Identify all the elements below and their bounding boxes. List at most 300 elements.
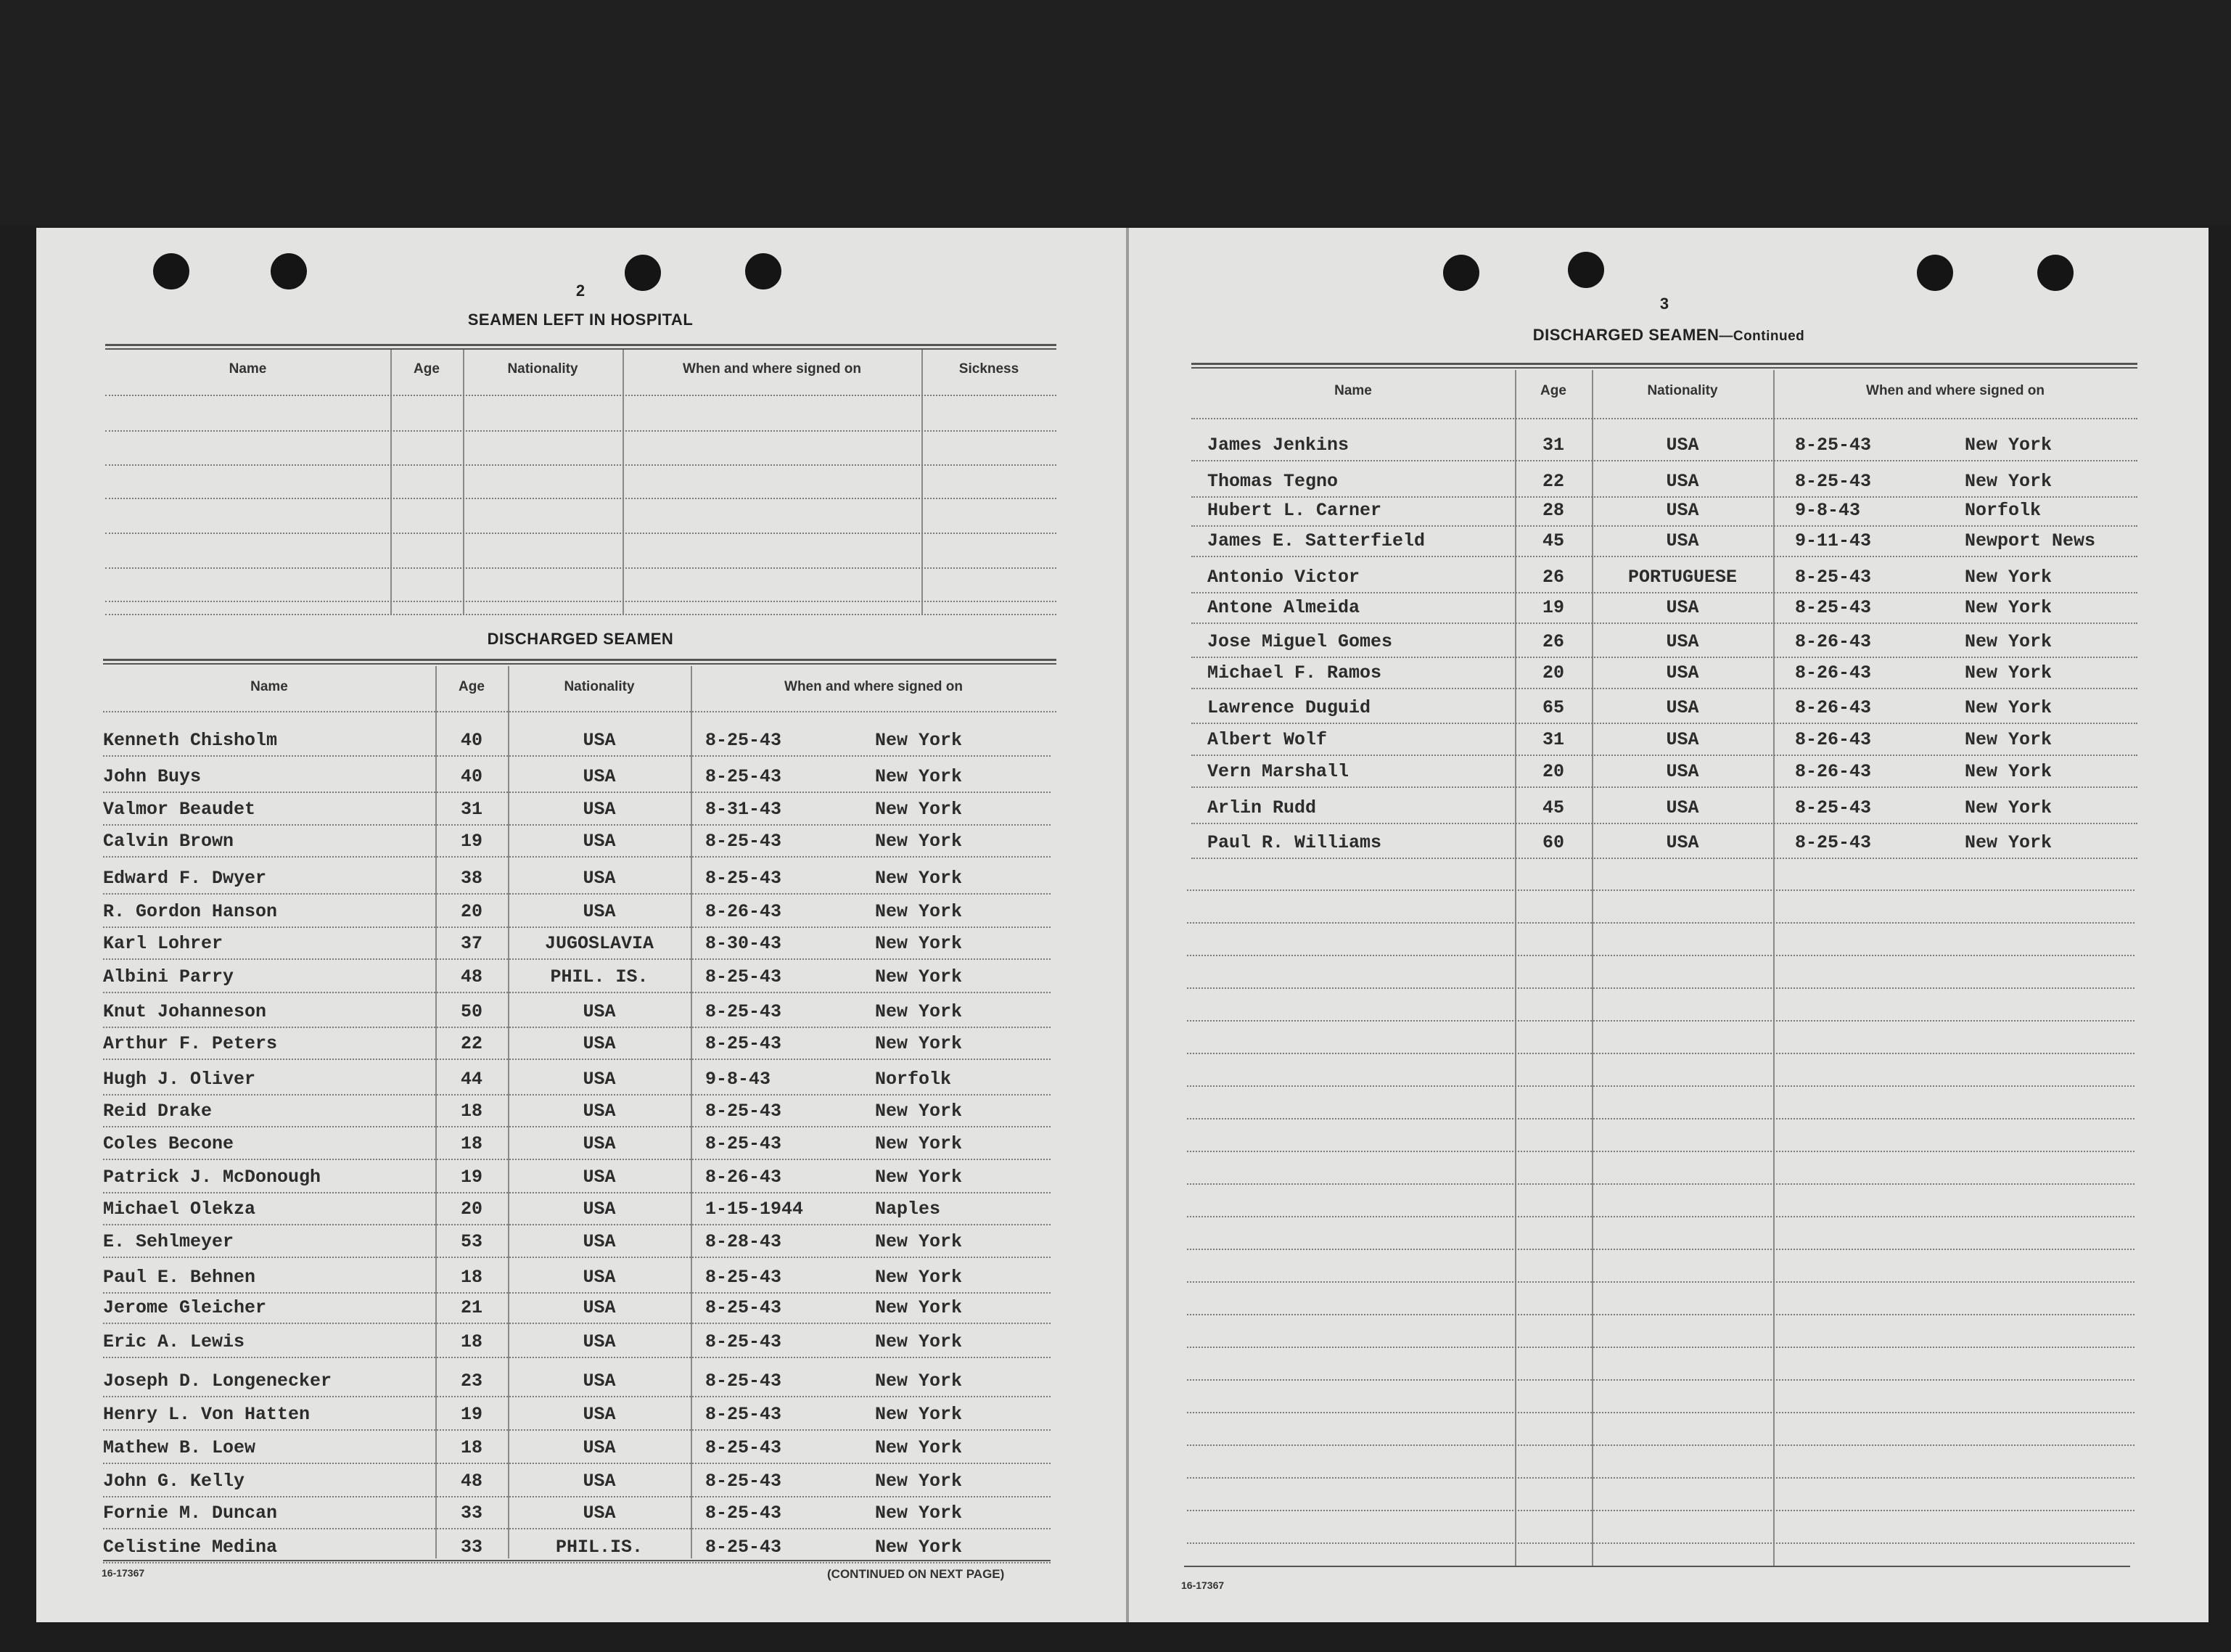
seaman-age: 19 xyxy=(460,1404,482,1425)
seaman-nationality: USA xyxy=(583,1231,616,1252)
scanner-background xyxy=(0,0,2231,225)
row-line xyxy=(103,1357,1051,1358)
column-divider xyxy=(921,350,923,615)
row-line xyxy=(103,856,1051,858)
signed-on-date: 8-26-43 xyxy=(1795,697,1872,718)
seaman-nationality: USA xyxy=(583,1167,616,1188)
seaman-nationality: USA xyxy=(583,1471,616,1492)
seaman-nationality: USA xyxy=(1666,729,1699,750)
seaman-name: Albini Parry xyxy=(103,966,234,987)
signed-on-date: 8-26-43 xyxy=(1795,662,1872,683)
seaman-age: 20 xyxy=(1542,761,1564,782)
signed-on-date: 8-25-43 xyxy=(705,730,782,751)
row-line xyxy=(1187,1085,2135,1087)
seaman-name: Knut Johanneson xyxy=(103,1001,267,1022)
row-line xyxy=(1187,1412,2135,1413)
signed-on-date: 8-25-43 xyxy=(705,1331,782,1352)
signed-on-place: New York xyxy=(1965,797,2053,818)
seaman-nationality: USA xyxy=(583,730,616,751)
row-line xyxy=(103,893,1051,895)
signed-on-date: 9-8-43 xyxy=(1795,500,1861,521)
signed-on-date: 8-26-43 xyxy=(705,1167,782,1188)
row-line xyxy=(103,824,1051,826)
row-line xyxy=(1187,1281,2135,1283)
row-line xyxy=(1187,1477,2135,1479)
column-header: When and where signed on xyxy=(784,679,963,694)
seaman-nationality: USA xyxy=(583,868,616,889)
signed-on-date: 8-31-43 xyxy=(705,799,782,820)
row-line xyxy=(103,1323,1051,1324)
signed-on-date: 8-25-43 xyxy=(1795,597,1872,618)
signed-on-date: 8-25-43 xyxy=(705,1001,782,1022)
signed-on-date: 8-25-43 xyxy=(705,766,782,787)
signed-on-place: New York xyxy=(875,1503,963,1524)
seaman-nationality: USA xyxy=(583,901,616,922)
signed-on-place: New York xyxy=(1965,761,2053,782)
signed-on-place: Newport News xyxy=(1965,530,2096,551)
seaman-age: 44 xyxy=(460,1069,482,1090)
seaman-age: 31 xyxy=(1542,435,1564,456)
seaman-age: 18 xyxy=(460,1267,482,1288)
seaman-age: 20 xyxy=(460,901,482,922)
signed-on-place: New York xyxy=(875,766,963,787)
signed-on-place: New York xyxy=(1965,729,2053,750)
row-line xyxy=(103,755,1051,757)
column-header: Name xyxy=(229,361,267,377)
signed-on-place: New York xyxy=(1965,471,2053,492)
seaman-age: 53 xyxy=(460,1231,482,1252)
column-header: Sickness xyxy=(958,361,1019,377)
row-line xyxy=(1191,723,2137,724)
seaman-age: 18 xyxy=(460,1133,482,1154)
seaman-age: 31 xyxy=(460,799,482,820)
signed-on-place: New York xyxy=(875,1437,963,1458)
seaman-age: 21 xyxy=(460,1297,482,1318)
page-number: 2 xyxy=(575,282,586,300)
signed-on-date: 8-25-43 xyxy=(705,1033,782,1054)
seaman-nationality: PORTUGUESE xyxy=(1627,567,1738,588)
signed-on-place: New York xyxy=(875,1471,963,1492)
column-divider xyxy=(463,350,464,615)
table-rule xyxy=(103,1560,1051,1561)
signed-on-place: New York xyxy=(875,1267,963,1288)
seaman-nationality: USA xyxy=(1666,435,1699,456)
row-line xyxy=(103,1429,1051,1431)
column-header: Nationality xyxy=(564,679,635,694)
row-line xyxy=(103,1257,1051,1258)
seaman-name: Jose Miguel Gomes xyxy=(1207,631,1393,652)
row-line xyxy=(1187,1151,2135,1152)
signed-on-place: New York xyxy=(875,831,963,852)
seaman-name: Michael F. Ramos xyxy=(1207,662,1382,683)
form-number: 16-17367 xyxy=(102,1567,145,1579)
signed-on-date: 8-30-43 xyxy=(705,933,782,954)
row-line xyxy=(1187,1379,2135,1381)
column-header: Name xyxy=(1334,383,1372,398)
signed-on-place: New York xyxy=(875,868,963,889)
signed-on-place: New York xyxy=(1965,435,2053,456)
seaman-age: 26 xyxy=(1542,631,1564,652)
seaman-age: 45 xyxy=(1542,530,1564,551)
row-line xyxy=(1187,955,2135,956)
column-header: Age xyxy=(1540,383,1566,398)
seaman-nationality: USA xyxy=(1666,797,1699,818)
seaman-age: 40 xyxy=(460,766,482,787)
seaman-nationality: USA xyxy=(583,1033,616,1054)
binder-hole xyxy=(1568,252,1604,288)
seaman-age: 18 xyxy=(460,1331,482,1352)
row-line xyxy=(103,1027,1051,1028)
table-rule xyxy=(103,663,1056,665)
column-divider xyxy=(390,350,392,615)
row-line xyxy=(103,1159,1051,1160)
column-header: When and where signed on xyxy=(683,361,861,377)
seaman-name: Albert Wolf xyxy=(1207,729,1328,750)
signed-on-date: 8-25-43 xyxy=(705,831,782,852)
column-divider xyxy=(691,666,692,1558)
seaman-nationality: USA xyxy=(1666,597,1699,618)
row-line xyxy=(105,614,1056,615)
seaman-age: 48 xyxy=(460,1471,482,1492)
signed-on-date: 8-26-43 xyxy=(1795,729,1872,750)
column-divider xyxy=(623,350,624,615)
signed-on-date: 8-25-43 xyxy=(705,966,782,987)
title-suffix: —Continued xyxy=(1719,329,1805,344)
seaman-nationality: USA xyxy=(583,1331,616,1352)
row-line xyxy=(1187,1118,2135,1119)
row-line xyxy=(103,1059,1051,1060)
seaman-name: Eric A. Lewis xyxy=(103,1331,245,1352)
row-line xyxy=(103,1496,1051,1497)
seaman-age: 38 xyxy=(460,868,482,889)
seaman-age: 50 xyxy=(460,1001,482,1022)
signed-on-place: New York xyxy=(1965,697,2053,718)
row-line xyxy=(1191,592,2137,593)
seaman-name: John G. Kelly xyxy=(103,1471,245,1492)
binder-hole xyxy=(2037,255,2074,291)
seaman-age: 28 xyxy=(1542,500,1564,521)
signed-on-date: 8-25-43 xyxy=(705,1537,782,1558)
signed-on-date: 8-25-43 xyxy=(705,1437,782,1458)
seaman-name: John Buys xyxy=(103,766,202,787)
row-line xyxy=(105,601,1056,602)
seaman-age: 19 xyxy=(460,1167,482,1188)
seaman-name: James E. Satterfield xyxy=(1207,530,1426,551)
seaman-name: Arthur F. Peters xyxy=(103,1033,278,1054)
row-line xyxy=(1191,496,2137,498)
seaman-nationality: USA xyxy=(583,1297,616,1318)
hospital-section-title: SEAMEN LEFT IN HOSPITAL xyxy=(467,311,694,329)
signed-on-place: New York xyxy=(875,1167,963,1188)
signed-on-place: New York xyxy=(1965,567,2053,588)
seaman-nationality: JUGOSLAVIA xyxy=(544,933,654,954)
seaman-age: 18 xyxy=(460,1101,482,1122)
seaman-name: Mathew B. Loew xyxy=(103,1437,256,1458)
seaman-name: Vern Marshall xyxy=(1207,761,1349,782)
seaman-name: Henry L. Von Hatten xyxy=(103,1404,311,1425)
seaman-nationality: USA xyxy=(1666,530,1699,551)
signed-on-date: 8-25-43 xyxy=(705,1297,782,1318)
signed-on-place: New York xyxy=(875,1231,963,1252)
seaman-name: Antone Almeida xyxy=(1207,597,1360,618)
row-line xyxy=(105,430,1056,432)
seaman-name: Jerome Gleicher xyxy=(103,1297,267,1318)
seaman-nationality: USA xyxy=(583,1370,616,1392)
seaman-name: Joseph D. Longenecker xyxy=(103,1370,332,1392)
column-header: Name xyxy=(250,679,288,694)
signed-on-place: New York xyxy=(875,1370,963,1392)
signed-on-place: New York xyxy=(1965,631,2053,652)
seaman-nationality: USA xyxy=(1666,631,1699,652)
row-line xyxy=(1191,823,2137,824)
seaman-name: Lawrence Duguid xyxy=(1207,697,1371,718)
row-line xyxy=(103,792,1051,793)
row-line xyxy=(1187,922,2135,924)
seaman-name: Patrick J. McDonough xyxy=(103,1167,321,1188)
seaman-nationality: USA xyxy=(583,766,616,787)
seaman-nationality: USA xyxy=(583,1069,616,1090)
seaman-name: Reid Drake xyxy=(103,1101,213,1122)
signed-on-place: New York xyxy=(875,933,963,954)
row-line xyxy=(105,533,1056,534)
row-line xyxy=(1191,755,2137,756)
row-line xyxy=(103,1292,1051,1294)
signed-on-date: 9-11-43 xyxy=(1795,530,1872,551)
signed-on-date: 8-25-43 xyxy=(705,1471,782,1492)
row-line xyxy=(103,958,1051,960)
row-line xyxy=(105,395,1056,396)
binder-hole xyxy=(745,253,781,289)
row-line xyxy=(1191,418,2137,419)
seaman-age: 33 xyxy=(460,1537,482,1558)
seaman-nationality: USA xyxy=(583,1133,616,1154)
seaman-age: 37 xyxy=(460,933,482,954)
signed-on-date: 9-8-43 xyxy=(705,1069,771,1090)
signed-on-place: New York xyxy=(875,966,963,987)
row-line xyxy=(1187,1314,2135,1315)
seaman-name: Fornie M. Duncan xyxy=(103,1503,278,1524)
row-line xyxy=(1187,889,2135,891)
row-line xyxy=(1187,1216,2135,1217)
row-line xyxy=(103,1094,1051,1096)
row-line xyxy=(103,1192,1051,1193)
seaman-age: 19 xyxy=(1542,597,1564,618)
seaman-age: 48 xyxy=(460,966,482,987)
seaman-nationality: USA xyxy=(583,1503,616,1524)
seaman-nationality: USA xyxy=(1666,471,1699,492)
column-header: Age xyxy=(414,361,440,377)
binder-hole xyxy=(271,253,307,289)
row-line xyxy=(1187,1249,2135,1250)
row-line xyxy=(1191,786,2137,788)
signed-on-date: 8-25-43 xyxy=(1795,567,1872,588)
seaman-nationality: USA xyxy=(583,1199,616,1220)
column-header: Nationality xyxy=(507,361,578,377)
binder-hole xyxy=(1443,255,1479,291)
signed-on-place: New York xyxy=(1965,597,2053,618)
binder-hole xyxy=(153,253,189,289)
seaman-age: 31 xyxy=(1542,729,1564,750)
signed-on-place: New York xyxy=(875,1001,963,1022)
seaman-age: 22 xyxy=(1542,471,1564,492)
seaman-age: 60 xyxy=(1542,832,1564,853)
seaman-name: Thomas Tegno xyxy=(1207,471,1339,492)
seaman-nationality: USA xyxy=(583,1404,616,1425)
signed-on-date: 8-25-43 xyxy=(705,1267,782,1288)
binder-hole xyxy=(1917,255,1953,291)
column-header: Nationality xyxy=(1647,383,1718,398)
seaman-age: 23 xyxy=(460,1370,482,1392)
page-number: 3 xyxy=(1659,295,1669,313)
table-rule xyxy=(105,348,1056,350)
signed-on-date: 8-25-43 xyxy=(705,868,782,889)
row-line xyxy=(105,567,1056,569)
row-line xyxy=(1187,1053,2135,1054)
seaman-age: 18 xyxy=(460,1437,482,1458)
signed-on-date: 8-25-43 xyxy=(705,1133,782,1154)
table-rule xyxy=(1184,1566,2130,1567)
row-line xyxy=(1187,1020,2135,1022)
row-line xyxy=(103,1126,1051,1127)
table-rule xyxy=(105,344,1056,346)
row-line xyxy=(1191,525,2137,527)
row-line xyxy=(103,1463,1051,1464)
signed-on-date: 8-25-43 xyxy=(1795,435,1872,456)
signed-on-date: 8-25-43 xyxy=(1795,797,1872,818)
signed-on-place: New York xyxy=(875,1537,963,1558)
seaman-name: Michael Olekza xyxy=(103,1199,256,1220)
seaman-nationality: USA xyxy=(1666,832,1699,853)
signed-on-place: New York xyxy=(875,901,963,922)
signed-on-place: New York xyxy=(1965,832,2053,853)
seaman-age: 33 xyxy=(460,1503,482,1524)
seaman-name: Paul E. Behnen xyxy=(103,1267,256,1288)
seaman-nationality: USA xyxy=(1666,662,1699,683)
row-line xyxy=(1187,1542,2135,1544)
seaman-nationality: USA xyxy=(583,1101,616,1122)
seaman-name: E. Sehlmeyer xyxy=(103,1231,234,1252)
discharged-section-title: DISCHARGED SEAMEN xyxy=(487,630,674,648)
signed-on-place: New York xyxy=(875,1331,963,1352)
signed-on-date: 1-15-1944 xyxy=(705,1199,804,1220)
signed-on-date: 8-25-43 xyxy=(705,1101,782,1122)
row-line xyxy=(1187,1510,2135,1511)
seaman-age: 20 xyxy=(460,1199,482,1220)
seaman-age: 22 xyxy=(460,1033,482,1054)
row-line xyxy=(1187,1445,2135,1446)
seaman-name: James Jenkins xyxy=(1207,435,1349,456)
signed-on-date: 8-25-43 xyxy=(705,1370,782,1392)
seaman-nationality: USA xyxy=(583,1001,616,1022)
signed-on-place: New York xyxy=(1965,662,2053,683)
seaman-name: Edward F. Dwyer xyxy=(103,868,267,889)
seaman-nationality: USA xyxy=(1666,697,1699,718)
signed-on-place: Norfolk xyxy=(1965,500,2042,521)
row-line xyxy=(103,1562,1051,1563)
seaman-age: 26 xyxy=(1542,567,1564,588)
signed-on-place: New York xyxy=(875,730,963,751)
seaman-age: 65 xyxy=(1542,697,1564,718)
seaman-name: Hubert L. Carner xyxy=(1207,500,1382,521)
column-divider xyxy=(1773,370,1775,1567)
seaman-age: 45 xyxy=(1542,797,1564,818)
table-rule xyxy=(1191,363,2137,365)
row-line xyxy=(1191,688,2137,689)
row-line xyxy=(105,464,1056,466)
seaman-name: Hugh J. Oliver xyxy=(103,1069,256,1090)
signed-on-place: Naples xyxy=(875,1199,941,1220)
signed-on-place: Norfolk xyxy=(875,1069,952,1090)
seaman-nationality: PHIL. IS. xyxy=(550,966,649,987)
seaman-nationality: USA xyxy=(1666,761,1699,782)
row-line xyxy=(103,1528,1051,1529)
seaman-nationality: USA xyxy=(583,831,616,852)
signed-on-place: New York xyxy=(875,1404,963,1425)
column-header: When and where signed on xyxy=(1866,383,2045,398)
seaman-nationality: PHIL.IS. xyxy=(555,1537,644,1558)
seaman-age: 20 xyxy=(1542,662,1564,683)
seaman-name: Celistine Medina xyxy=(103,1537,278,1558)
signed-on-date: 8-25-43 xyxy=(705,1503,782,1524)
seaman-name: Kenneth Chisholm xyxy=(103,730,278,751)
seaman-name: Coles Becone xyxy=(103,1133,234,1154)
signed-on-date: 8-26-43 xyxy=(705,901,782,922)
row-line xyxy=(1187,1347,2135,1348)
seaman-age: 40 xyxy=(460,730,482,751)
row-line xyxy=(1191,858,2137,859)
row-line xyxy=(103,1396,1051,1397)
signed-on-date: 8-28-43 xyxy=(705,1231,782,1252)
signed-on-place: New York xyxy=(875,1033,963,1054)
seaman-age: 19 xyxy=(460,831,482,852)
seaman-nationality: USA xyxy=(583,1267,616,1288)
signed-on-place: New York xyxy=(875,1297,963,1318)
row-line xyxy=(103,1224,1051,1225)
seaman-name: R. Gordon Hanson xyxy=(103,901,278,922)
seaman-name: Valmor Beaudet xyxy=(103,799,256,820)
seaman-nationality: USA xyxy=(583,799,616,820)
signed-on-place: New York xyxy=(875,1133,963,1154)
row-line xyxy=(1191,460,2137,461)
row-line xyxy=(103,992,1051,993)
seaman-name: Antonio Victor xyxy=(1207,567,1360,588)
row-line xyxy=(105,498,1056,499)
title-main: DISCHARGED SEAMEN xyxy=(1532,326,1720,344)
row-line xyxy=(1191,657,2137,658)
table-rule xyxy=(1191,367,2137,369)
continued-note: (CONTINUED ON NEXT PAGE) xyxy=(827,1567,1005,1581)
table-rule xyxy=(103,659,1056,661)
discharged-continued-title xyxy=(1451,326,1886,345)
signed-on-date: 8-26-43 xyxy=(1795,631,1872,652)
seaman-name: Arlin Rudd xyxy=(1207,797,1317,818)
row-line xyxy=(103,926,1051,928)
binder-hole xyxy=(625,255,661,291)
row-line xyxy=(1191,622,2137,624)
signed-on-date: 8-25-43 xyxy=(1795,471,1872,492)
form-number: 16-17367 xyxy=(1181,1579,1225,1591)
row-line xyxy=(103,711,1056,712)
signed-on-date: 8-25-43 xyxy=(1795,832,1872,853)
seaman-name: Calvin Brown xyxy=(103,831,234,852)
seaman-nationality: USA xyxy=(1666,500,1699,521)
column-header: Age xyxy=(459,679,485,694)
row-line xyxy=(1187,1183,2135,1185)
seaman-name: Paul R. Williams xyxy=(1207,832,1382,853)
row-line xyxy=(1191,556,2137,557)
seaman-nationality: USA xyxy=(583,1437,616,1458)
seaman-name: Karl Lohrer xyxy=(103,933,223,954)
